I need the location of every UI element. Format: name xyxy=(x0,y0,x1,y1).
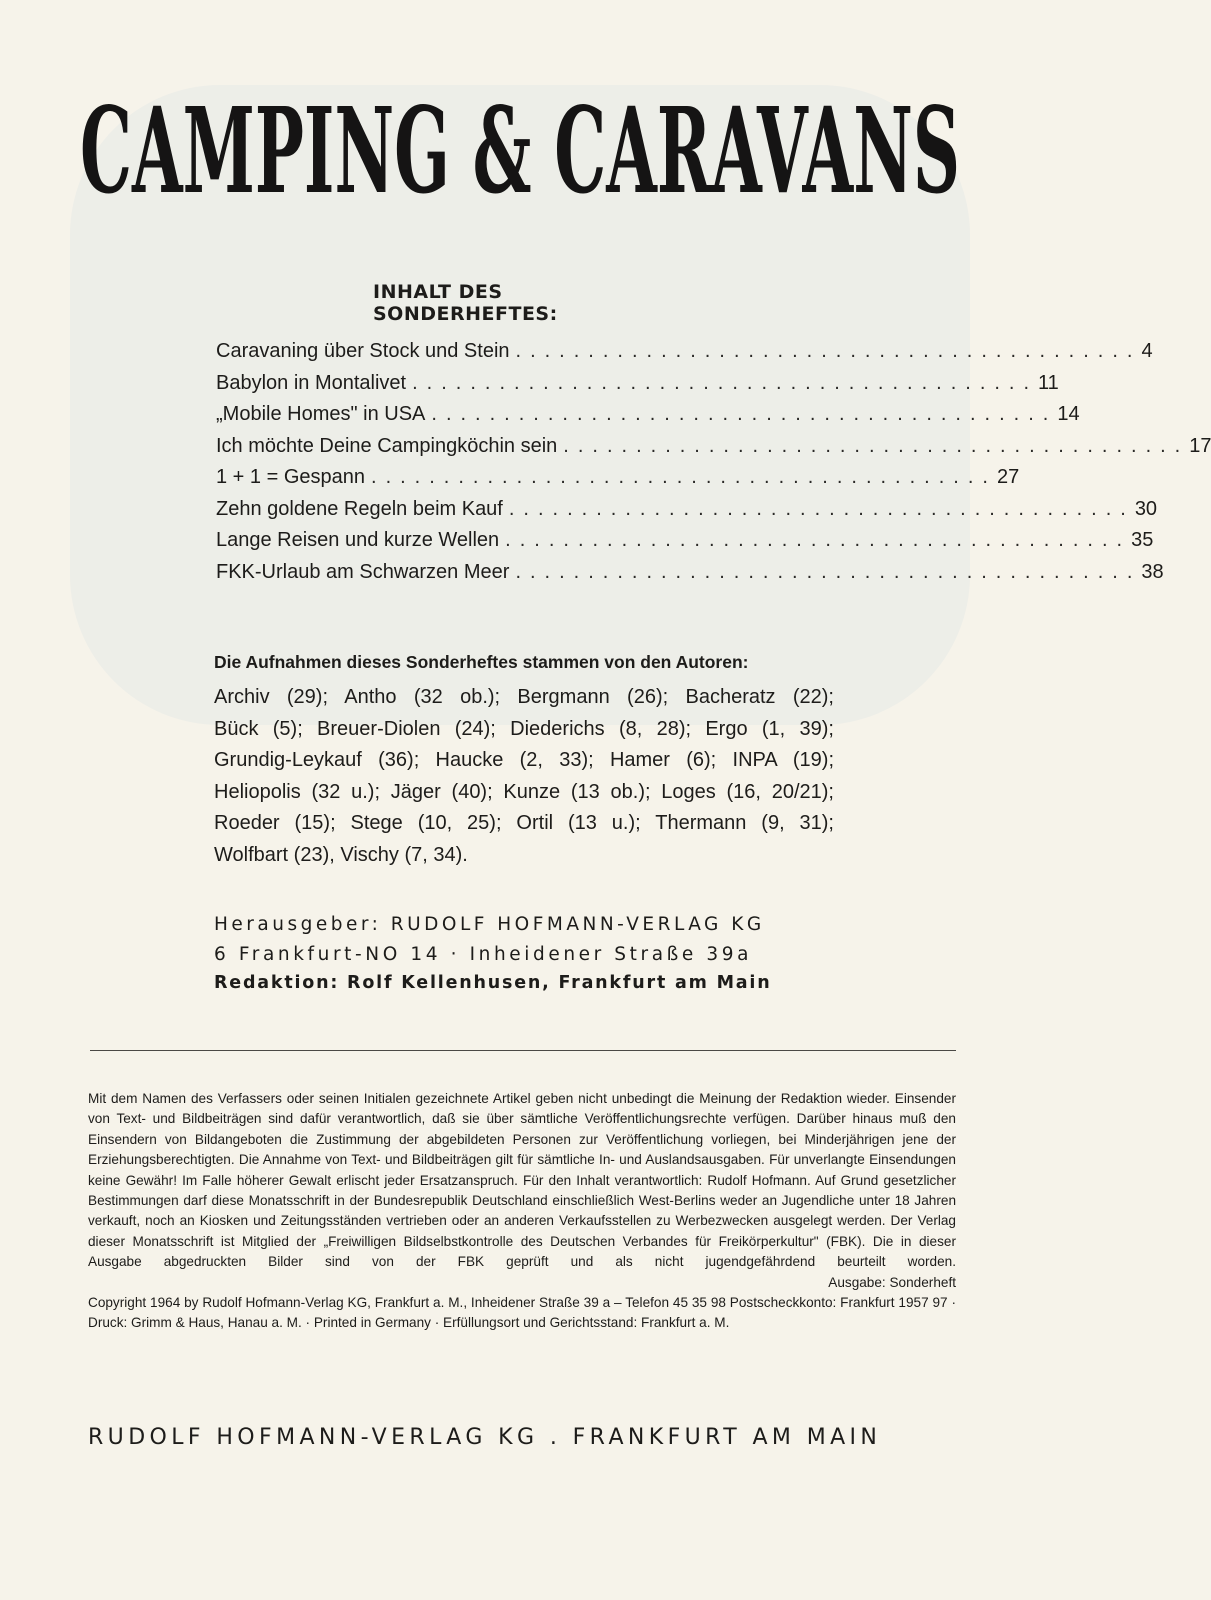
toc-leader-dots: ........................................... xyxy=(505,529,1132,551)
masthead-title-svg xyxy=(80,81,980,220)
legal-body: Mit dem Namen des Verfassers oder seinen Initialen gezeichnete Artikel geben nicht unbedingt die Meinung der Redaktion wieder. Einsender von Text- und Bildbeiträgen sind dafür verantwortlich, daß sie über sämtliche Veröffentlichungsrechte verfügen. Darüber hinaus muß den Einsendern von Bildangeboten die Zustimmung der abgebildeten Personen zur Veröffentlichung vorliegen, bei Minderjährigen jene der Erziehungsberechtigten. Die Annahme von Text- und Bildbeiträgen gilt für sämtliche In- und Auslandsausgaben. Für unverlangte Einsendungen keine Gewähr! Im Falle höherer Gewalt erlischt jeder Ersatzanspruch. Für den Inhalt verantwortlich: Rudolf Hofmann. Auf Grund gesetzlicher Bestimmungen darf diese Monatsschrift in der Bundesrepublik Deutschland einschließlich West-Berlins weder an Jugendliche unter 18 Jahren verkauft, noch an Kiosken und Zeitungsständen vertrieben oder an anderen Verkaufsstellen zu Werbezwecken ausgelegt werden. Der Verlag dieser Monatsschrift ist Mitglied der „Freiwilligen Bildselbstkontrolle des Deutschen Verbandes für Freikörperkultur" (FBK). Die in dieser Ausgabe abgedruckten Bilder sind von der FBK geprüft und als nicht jugendgefährdend beurteilt worden. xyxy=(88,1091,956,1270)
toc-entry-title: Lange Reisen und kurze Wellen xyxy=(216,529,500,551)
toc-leader-dots: ........................................... xyxy=(515,560,1142,583)
toc-entry xyxy=(216,466,1020,498)
editorial-line: Redaktion: Rolf Kellenhusen, Frankfurt am Main xyxy=(214,973,772,993)
toc-entry-title: Ich möchte Deine Campingköchin sein xyxy=(216,434,558,457)
toc-entry-page: 38 xyxy=(1141,560,1164,583)
toc-entry xyxy=(216,403,1080,435)
publisher-address: 6 Frankfurt-NO 14 · Inheidener Straße 39a xyxy=(214,943,753,965)
table-of-contents xyxy=(216,340,1211,592)
legal-notice xyxy=(88,1089,956,1334)
toc-entry-page: 4 xyxy=(1141,340,1153,362)
toc-entry-title: 1 + 1 = Gespann xyxy=(216,466,366,488)
toc-entry-page: 17 xyxy=(1189,434,1211,457)
toc-leader-dots: ........................................... xyxy=(371,466,997,488)
toc-entry-title: FKK-Urlaub am Schwarzen Meer xyxy=(216,560,510,583)
toc-entry-page: 14 xyxy=(1057,403,1080,425)
toc-entry-page: 27 xyxy=(996,466,1020,488)
toc-entry-page: 35 xyxy=(1131,529,1154,551)
toc-leader-dots: ........................................... xyxy=(431,403,1058,425)
legal-edition-row xyxy=(88,1273,956,1293)
divider xyxy=(90,1050,956,1051)
toc-leader-dots: ........................................... xyxy=(515,340,1142,362)
toc-entry xyxy=(216,497,1158,530)
photo-credits-heading: Die Aufnahmen dieses Sonderheftes stammen von den Autoren: xyxy=(214,652,749,672)
publisher-line: Herausgeber: RUDOLF HOFMANN-VERLAG KG xyxy=(214,914,765,935)
toc-leader-dots: ........................................... xyxy=(508,497,1135,520)
toc-entry xyxy=(216,560,1164,593)
copyright-text: Copyright 1964 by Rudolf Hofmann-Verlag KG, Frankfurt a. M., Inheidener Straße 39 a – Telefon 45 35 98 Postscheckkonto: Frankfurt 1957 97 · Druck: Grimm & Haus, Hanau a. M. · Printed in Germany · Erfüllungsort und Gerichtsstand: Frankfurt a. M. xyxy=(88,1295,956,1331)
toc-entry-page: 11 xyxy=(1038,371,1059,394)
credits-line: Bück (5); Breuer-Diolen (24); Diederichs (8, 28); Ergo (1, 39); xyxy=(214,717,834,740)
publisher-info xyxy=(214,914,834,1003)
contents-heading: INHALT DES SONDERHEFTES: xyxy=(373,281,558,325)
edition-label: Ausgabe: Sonderheft xyxy=(828,1274,956,1290)
credits-line: Heliopolis (32 u.); Jäger (40); Kunze (13 ob.); Loges (16, 20/21); xyxy=(214,780,834,803)
toc-entry xyxy=(216,340,1153,372)
toc-entry-title: Babylon in Montalivet xyxy=(216,371,407,394)
credits-line: Grundig-Leykauf (36); Haucke (2, 33); Hamer (6); INPA (19); xyxy=(214,749,834,771)
credits-line: Archiv (29); Antho (32 ob.); Bergmann (26); Bacheratz (22); xyxy=(214,686,834,708)
toc-entry-title: Caravaning über Stock und Stein xyxy=(216,340,510,362)
toc-leader-dots: ........................................... xyxy=(412,371,1039,394)
credits-line: Wolfbart (23), Vischy (7, 34). xyxy=(214,843,468,866)
toc-entry xyxy=(216,529,1154,561)
toc-entry xyxy=(216,434,1211,467)
masthead-title: CAMPING & CARAVANS xyxy=(80,81,960,220)
toc-entry-title: Zehn goldene Regeln beim Kauf xyxy=(216,497,503,520)
masthead xyxy=(80,81,980,220)
toc-entry-title: „Mobile Homes" in USA xyxy=(216,403,426,425)
photo-credits xyxy=(214,682,834,871)
toc-entry-page: 30 xyxy=(1134,497,1158,520)
toc-entry xyxy=(216,371,1059,404)
credits-line: Roeder (15); Stege (10, 25); Ortil (13 u.); Thermann (9, 31); xyxy=(214,812,834,834)
toc-leader-dots: ........................................... xyxy=(563,434,1190,457)
footer-publisher: RUDOLF HOFMANN-VERLAG KG . FRANKFURT AM MAIN xyxy=(88,1425,882,1450)
